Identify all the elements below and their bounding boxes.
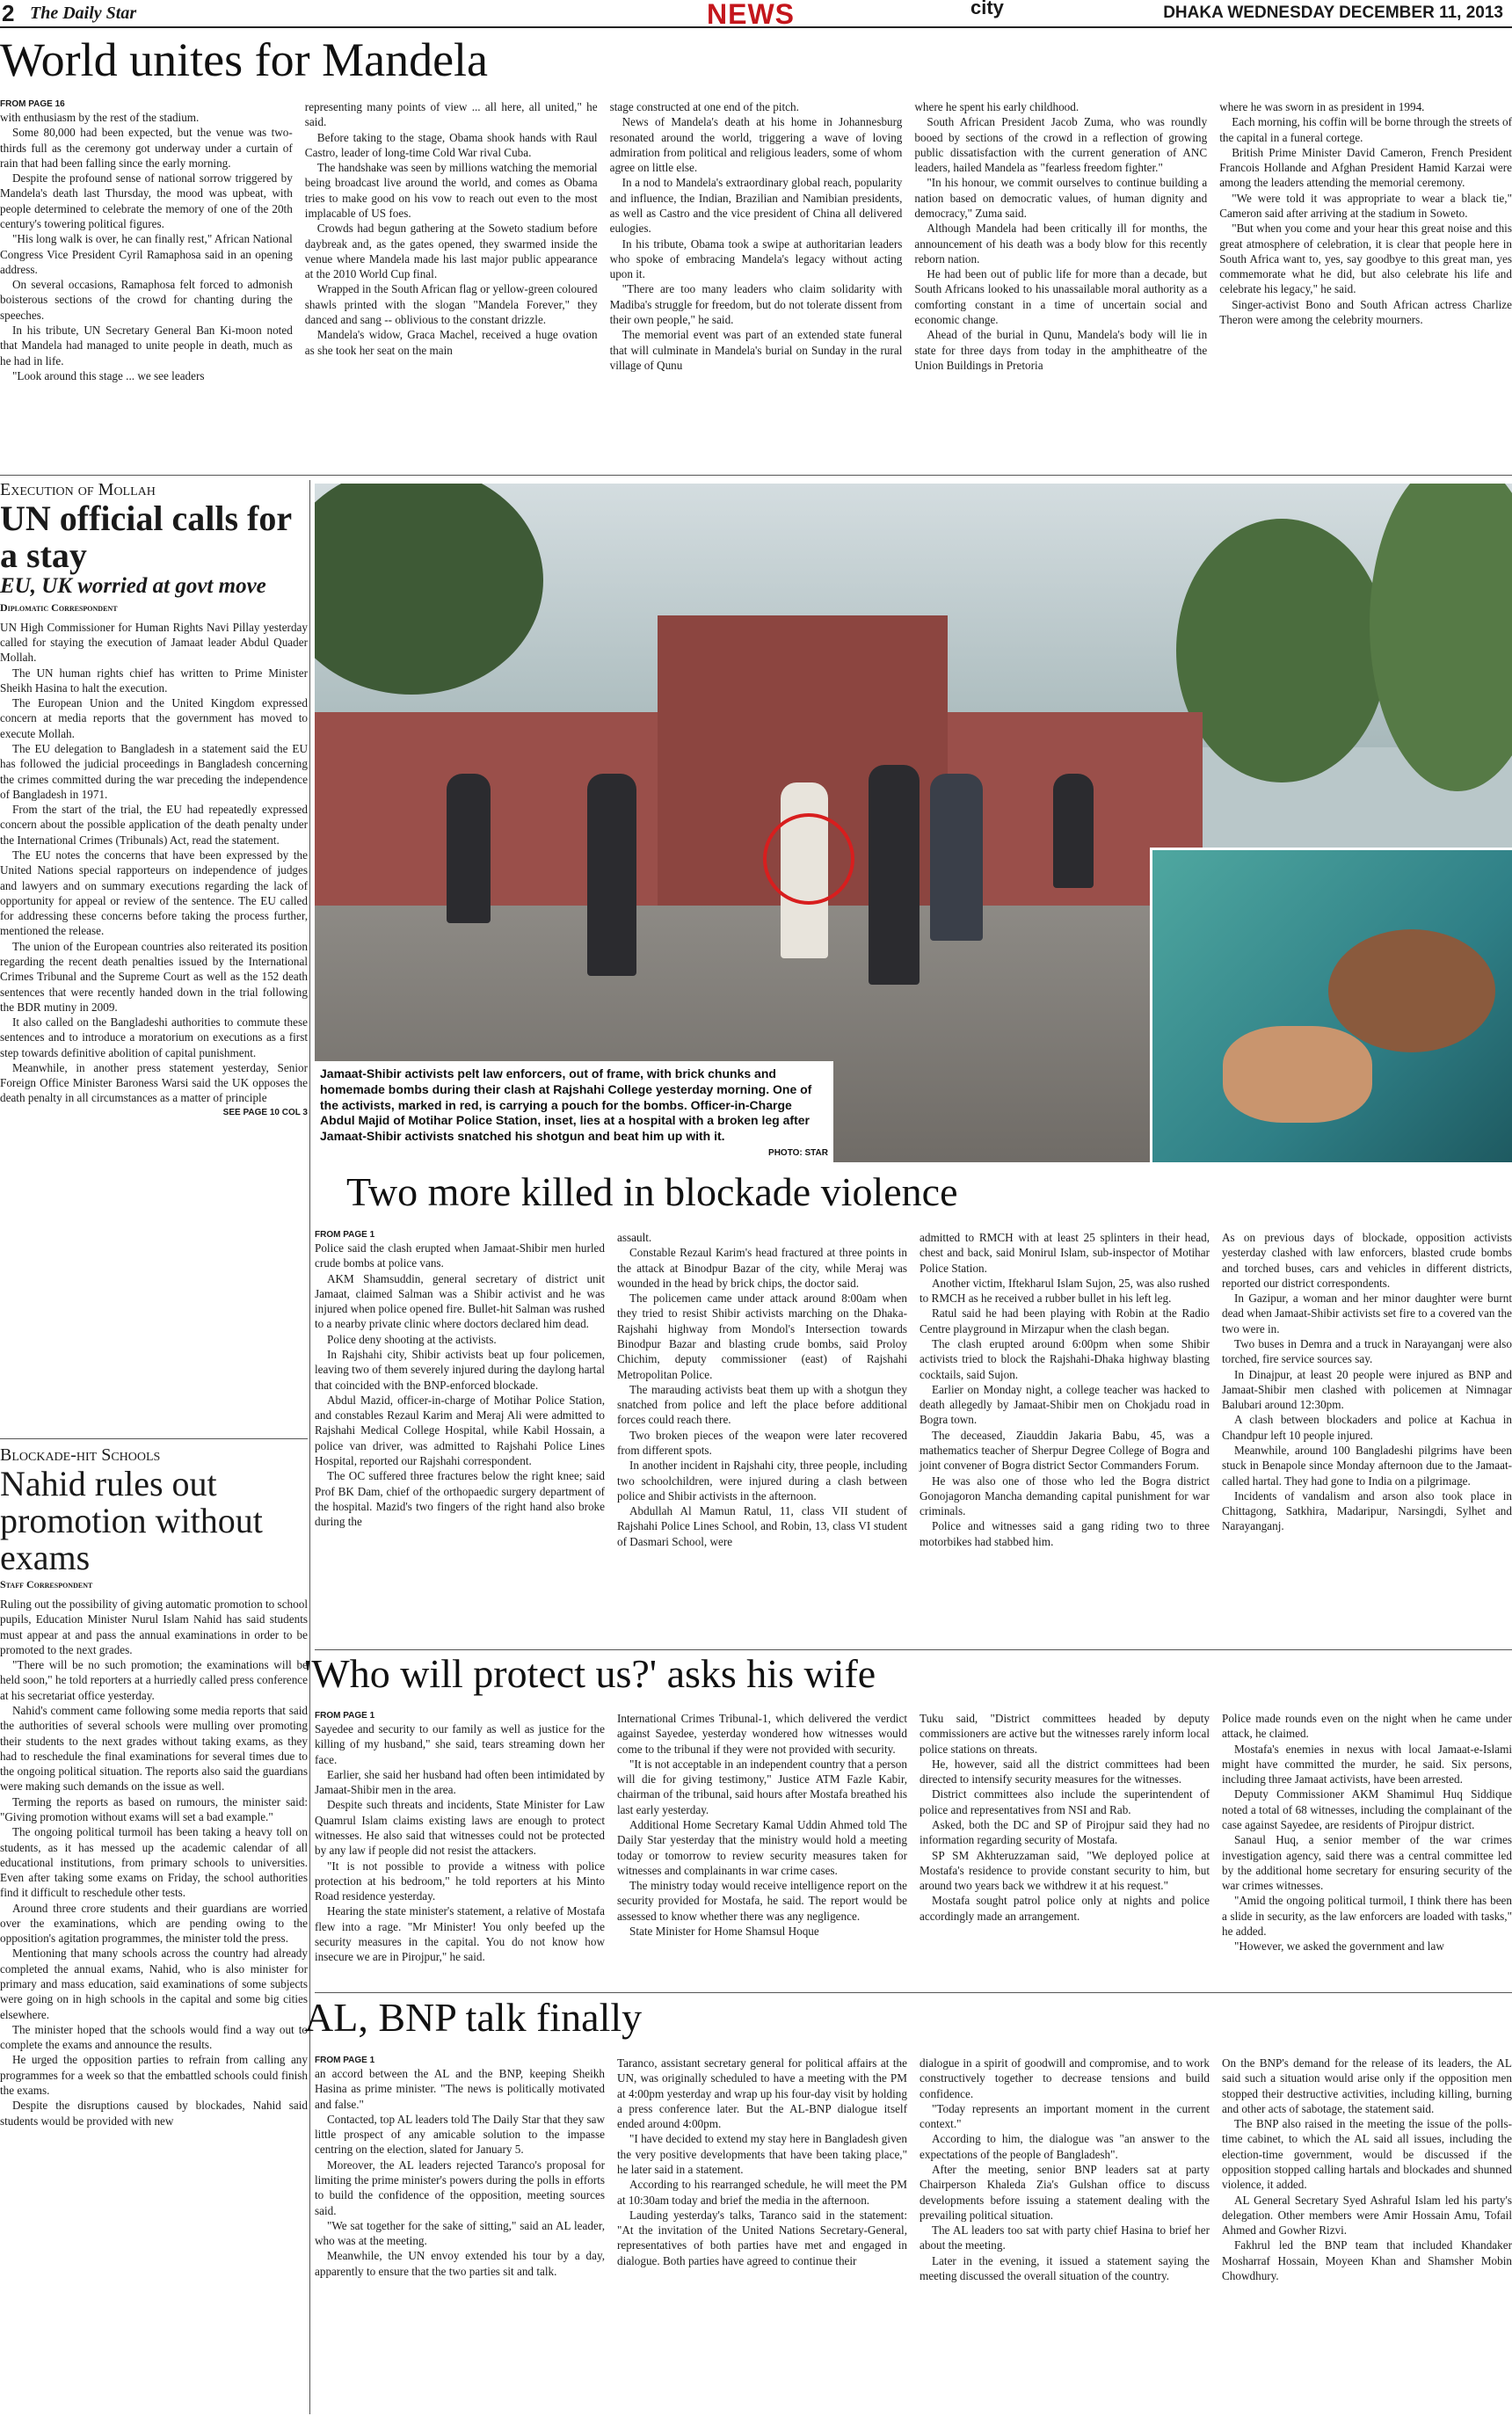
paragraph: "We sat together for the sake of sitting," said an AL leader, who was at the meeting.	[315, 2218, 605, 2248]
paragraph: Police and witnesses said a gang riding two to three motorbikes had stabbed him.	[920, 1519, 1210, 1548]
paragraph: After the meeting, senior BNP leaders sat at party Chairperson Khaleda Zia's Gulshan office to discuss developments before issuing a statement dealing with the prevailing political situation.	[920, 2162, 1210, 2222]
paragraph: Moreover, the AL leaders rejected Taranco's proposal for limiting the prime minister's powers during the polls in efforts to build the confidence of the opposition, meeting sources said.	[315, 2158, 605, 2217]
paragraph: As on previous days of blockade, opposition activists yesterday clashed with law enforcers, blasted crude bombs and torched buses, cars and vehicles in different districts, reported our district correspondents.	[1222, 1231, 1512, 1290]
paragraph: Terming the reports as based on rumours, the minister said: "Giving promotion without exams will set a bad example."	[0, 1794, 308, 1823]
paragraph: The memorial event was part of an extended state funeral that will culminate in Mandela's burial on Sunday in the rural village of Qunu	[609, 328, 903, 372]
paragraph: According to him, the dialogue was "an answer to the expectations of the people of Bangladesh".	[920, 2132, 1210, 2161]
divider	[315, 1649, 1512, 1650]
paragraph: AL General Secretary Syed Ashraful Islam led his party's delegation. Other members were Amir Hossain Amu, Tofail Ahmed and Gowher Rizvi.	[1222, 2193, 1512, 2238]
nahid-body	[0, 1597, 308, 2388]
paragraph: Fakhrul led the BNP team that included Khandaker Mosharraf Hossain, Moyeen Khan and Shamsher Mobin Chowdhury.	[1222, 2238, 1512, 2282]
paragraph: South African President Jacob Zuma, who was roundly booed by sections of the crowd in a reflection of growing public dissatisfaction with the current generation of ANC leaders, hailed Mandela as "fearless freedom fighter."	[914, 115, 1208, 175]
mandela-headline: World unites for Mandela	[0, 33, 489, 86]
paragraph: Mostafa's enemies in nexus with local Jamaat-e-Islami might have committed the murder, he said. Six persons, including three Jamaat activists, have been arrested.	[1222, 1742, 1512, 1787]
article-column	[315, 1711, 611, 1975]
continued-from-label: FROM PAGE 1	[315, 2056, 375, 2065]
article-column	[0, 99, 299, 447]
article-column	[604, 99, 909, 447]
paragraph: Each morning, his coffin will be borne through the streets of the capital in a funeral cortege.	[1219, 115, 1512, 144]
paragraph: The clash erupted around 6:00pm when some Shibir activists tried to block the Rajshahi-Dhaka highway blasting cocktails, said Sujon.	[920, 1336, 1210, 1381]
article-column	[1213, 99, 1512, 447]
paragraph: Incidents of vandalism and arson also took place in Chittagong, Satkhira, Madaripur, Narsingdi, Sylhet and Narayanganj.	[1222, 1488, 1512, 1533]
paragraph: Police made rounds even on the night when he came under attack, he claimed.	[1222, 1712, 1512, 1741]
paragraph: Around three crore students and their guardians are worried over the examinations, which are pending owing to the opposition's agitation programmes, the minister told the press.	[0, 1901, 308, 1946]
paragraph: Meanwhile, around 100 Bangladeshi pilgrims have been stuck in Benapole since Monday afternoon due to the Jamaat-called hartal. They had gone to India on a pilgrimage.	[1222, 1443, 1512, 1488]
un-subhead: EU, UK worried at govt move	[0, 574, 266, 598]
photo-caption	[315, 1061, 833, 1163]
paragraph: stage constructed at one end of the pitch.	[609, 100, 799, 113]
nahid-headline: Nahid rules out promotion without exams	[0, 1464, 263, 1577]
paragraph: Additional Home Secretary Kamal Uddin Ahmed told The Daily Star yesterday that the ministry would hold a meeting today or tomorrow to review security measures taken for witnesses and complainants in war crime cases.	[617, 1817, 907, 1877]
paragraph: According to his rearranged schedule, he will meet the PM at 10:30am today and brief the media in the afternoon.	[617, 2178, 907, 2207]
paragraph: International Crimes Tribunal-1, which delivered the verdict against Sayedee, yesterday wondered how witnesses would come to the tribunal if they were not provided with security.	[617, 1712, 907, 1756]
continued-from-label: FROM PAGE 16	[0, 99, 65, 109]
article-column	[908, 99, 1213, 447]
paragraph: Police deny shooting at the activists.	[327, 1332, 497, 1346]
paragraph: Abdullah Al Mamun Ratul, 11, class VII student of Rajshahi Police Lines School, and Robin, 13, class VI student of Dasmari School, were	[617, 1504, 907, 1548]
photo-credit: PHOTO: STAR	[768, 1148, 828, 1158]
paragraph: The marauding activists beat them up with a shotgun they snatched from police and left the place before additional forces could reach there.	[617, 1382, 907, 1427]
paragraph: Nahid's comment came following some media reports that said the authorities of several schools were mulling over promoting their students to the next grades without taking exams, as they had to reschedule the final examinations for several times due to the ongoing political situation. The reports also said the guardians were making such demands on the issue as well.	[0, 1703, 308, 1794]
paragraph: Two broken pieces of the weapon were later recovered from different spots.	[617, 1428, 907, 1457]
divider	[315, 1992, 1512, 1993]
paragraph: "However, we asked the government and law	[1234, 1939, 1444, 1954]
article-column	[913, 1230, 1216, 1617]
paragraph: Earlier, she said her husband had often been intimidated by Jamaat-Shibir men in the area.	[315, 1767, 605, 1797]
paragraph: He, however, said all the district committees had been directed to intensify security measures for the witnesses.	[920, 1757, 1210, 1787]
paragraph: Asked, both the DC and SP of Pirojpur said they had no information regarding security of Mostafa.	[920, 1817, 1210, 1847]
paragraph: UN High Commissioner for Human Rights Navi Pillay yesterday called for staying the execution of Jamaat leader Abdul Quader Mollah.	[0, 620, 308, 665]
paragraph: Ahead of the burial in Qunu, Mandela's body will lie in state for three days from today in the amphitheatre of the Union Buildings in Pretoria	[914, 328, 1208, 372]
paragraph: Contacted, top AL leaders told The Daily Star that they saw little prospect of any amicable solution to the impasse centring on the election, slated for January 5.	[315, 2112, 605, 2157]
paragraph: News of Mandela's death at his home in Johannesburg resonated around the world, triggering a wave of loving admiration from political and religious leaders, some of whom agree on little else.	[609, 115, 903, 175]
un-kicker: Execution of Mollah	[0, 480, 156, 499]
paragraph: The EU notes the concerns that have been expressed by the United Nations special rapporteurs on independence of judges and lawyers and on summary executions regarding the lack of opportunity for appeal or review of the sentence. The EU called for addressing these concerns before taking the process further, mentioned the release.	[0, 848, 308, 938]
continued-from-label: FROM PAGE 1	[315, 1711, 375, 1721]
paragraph: The ministry today would receive intelligence report on the security provided for Mostafa, he said. The report would be assessed to know whether there was any negligence.	[617, 1879, 907, 1923]
paragraph: Deputy Commissioner AKM Shamimul Huq Siddique noted a total of 68 witnesses, including the complainant of the case against Sayedee, are residents of Pirojpur district.	[1222, 1787, 1512, 1831]
paragraph: where he spent his early childhood.	[914, 100, 1079, 113]
al-bnp-article	[315, 2056, 1512, 2412]
page-number: 2	[2, 0, 15, 26]
continued-from-label: FROM PAGE 1	[315, 1230, 375, 1240]
nahid-kicker: Blockade-hit Schools	[0, 1445, 161, 1465]
paragraph: British Prime Minister David Cameron, French President Francois Hollande and Afghan President Hamid Karzai were among the leaders attending the memorial ceremony.	[1219, 145, 1512, 190]
dateline: DHAKA WEDNESDAY DECEMBER 11, 2013	[1163, 4, 1503, 22]
inset-photo	[1150, 848, 1512, 1162]
article-column	[913, 2056, 1216, 2412]
paragraph: Taranco, assistant secretary general for political affairs at the UN, was originally scheduled to have a meeting with the PM at 4:00pm yesterday and wrap up his four-day visit by holding a press conference later. But the AL-BNP dialogue itself ended around 4:00pm.	[617, 2056, 907, 2131]
paragraph: Lauding yesterday's talks, Taranco said in the statement: "At the invitation of the United Nations Secretary-General, representatives of both parties have met and engaged in dialogue. Both parties have agreed to continue their	[617, 2208, 907, 2267]
paragraph: representing many points of view ... all here, all united," he said.	[304, 100, 598, 129]
un-article	[0, 480, 308, 1430]
paragraph: Another victim, Iftekharul Islam Sujon, 25, was also rushed to RMCH as he received a rubber bullet in his left leg.	[920, 1276, 1210, 1306]
divider	[0, 475, 1512, 476]
red-circle-marker	[763, 813, 854, 905]
paragraph: Sanaul Huq, a senior member of the war crimes investigation agency, said there was a central committee led by the additional home secretary for ensuring security of the war crimes witnesses.	[1222, 1833, 1512, 1893]
paragraph: Singer-activist Bono and South African actress Charlize Theron were among the celebrity mourners.	[1219, 297, 1512, 326]
paragraph: Crowds had begun gathering at the Soweto stadium before daybreak and, as the gates opened, they swarmed inside the venue where Mandela made his last major public appearance at the 2010 World Cup final.	[304, 222, 598, 281]
paragraph: an accord between the AL and the BNP, keeping Sheikh Hasina as prime minister. "The news is politically motivated and false."	[315, 2067, 605, 2111]
article-column	[611, 2056, 913, 2412]
mandela-article	[0, 99, 1512, 447]
paragraph: A clash between blockaders and police at Kachua in Chandpur left 10 people injured.	[1222, 1413, 1512, 1442]
paragraph: Hearing the state minister's statement, a relative of Mostafa flew into a rage. "Mr Minister! You only beefed up the security measures in the capital. You do not know how insecure we are in Pirojpur," he said.	[315, 1904, 605, 1964]
paragraph: Meanwhile, in another press statement yesterday, Senior Foreign Office Minister Baroness Warsi said the UK opposes the death penalty in all circumstances as a matter of principle	[0, 1060, 308, 1105]
paragraph: "We were told it was appropriate to wear a black tie," Cameron said after arriving at the stadium in Soweto.	[1219, 191, 1512, 220]
paragraph: "His long walk is over, he can finally rest," African National Congress Vice President Cyril Ramaphosa said in an opening address.	[0, 232, 293, 276]
article-column	[1216, 1711, 1512, 1975]
paragraph: On several occasions, Ramaphosa felt forced to admonish boisterous sections of the crowd for chanting during the speeches.	[0, 278, 293, 322]
paragraph: "I have decided to extend my stay here in Bangladesh given the very positive developments that have been taking place," he later said in a statement.	[617, 2132, 907, 2176]
paragraph: Two buses in Demra and a truck in Narayanganj were also torched, fire service sources say.	[1222, 1336, 1512, 1366]
nahid-byline: Staff Correspondent	[0, 1578, 93, 1590]
paragraph: Despite the disruptions caused by blockades, Nahid said students would be provided with new	[0, 2099, 308, 2128]
paragraph: "Look around this stage ... we see leaders	[12, 368, 205, 382]
paragraph: "It is not acceptable in an independent country that a person will die for giving testimony," Justice ATM Fazle Kabir, chairman of the tribunal, said hours after Mostafa breathed his last early yesterday.	[617, 1757, 907, 1816]
article-column	[1216, 1230, 1512, 1617]
paragraph: The handshake was seen by millions watching the memorial being broadcast live around the world, and comes as Obama tries to make good on his vow to reach out even to the most implacable of US foes.	[304, 161, 598, 220]
paragraph: Mandela's widow, Graca Machel, received a huge ovation as she took her seat on the main	[304, 328, 598, 357]
paragraph: "There will be no such promotion; the examinations will be held soon," he told reporters at a hurriedly called press conference at his secretariat office yesterday.	[0, 1658, 308, 1702]
paragraph: Although Mandela had been critically ill for months, the announcement of his death was a body blow for this recently reborn nation.	[914, 222, 1208, 266]
paragraph: In Gazipur, a woman and her minor daughter were burnt dead when Jamaat-Shibir activists set fire to a covered van the two were in.	[1222, 1292, 1512, 1335]
blockade-headline: Two more killed in blockade violence	[346, 1169, 958, 1214]
un-byline: Diplomatic Correspondent	[0, 600, 118, 614]
paragraph: The EU delegation to Bangladesh in a statement said the EU has followed the judicial proceedings in Bangladesh concerning the crimes committed during the war preceding the independence of Bangladesh in 1971.	[0, 742, 308, 801]
paragraph: The BNP also raised in the meeting the issue of the polls-time cabinet, to which the AL said all issues, including the election-time government, would be discussed if the opposition stopped calling hartals and blockades and shunned violence, it added.	[1222, 2117, 1512, 2192]
paragraph: He was also one of those who led the Bogra district Gonojagoron Mancha demanding capital punishment for war criminals.	[920, 1474, 1210, 1518]
paragraph: dialogue in a spirit of goodwill and compromise, and to work constructively together to decrease tensions and build confidence.	[920, 2056, 1210, 2100]
paragraph: In another incident in Rajshahi city, three people, including two schoolchildren, were injured during a clash between police and Shibir activists in the afternoon.	[617, 1459, 907, 1503]
wife-article	[315, 1711, 1512, 1975]
article-column	[315, 1230, 611, 1617]
paragraph: He had been out of public life for more than a decade, but South Africans looked to his unassailable moral authority as a comforting constant in a time of uncertain social and economic change.	[914, 267, 1208, 326]
paragraph: "Amid the ongoing political turmoil, I think there has been a slide in security, as the law enforcers are loaded with tasks," he added.	[1222, 1894, 1512, 1938]
paragraph: where he was sworn in as president in 1994.	[1219, 100, 1425, 113]
paragraph: Later in the evening, it issued a statement saying the meeting discussed the overall situation of the country.	[920, 2253, 1210, 2282]
paragraph: He urged the opposition parties to refrain from calling any programmes for a week so that the embattled schools could finish the exams.	[0, 2053, 308, 2097]
paragraph: SP SM Akhteruzzaman said, "We deployed police at Mostafa's residence to provide constant security to him, but around two years back we withdrew it at his request."	[920, 1848, 1210, 1893]
newspaper-name: The Daily Star	[30, 4, 137, 23]
paragraph: The policemen came under attack around 8:00am when they tried to resist Shibir activists marching on the Dhaka-Rajshahi highway from Mondol's Intersection towards Binodpur Bazar and blasting crude bombs, said Proloy Chichim, deputy commissioner (east) of Rajshahi Metropolitan Police.	[617, 1292, 907, 1381]
divider	[0, 1438, 308, 1439]
paragraph: The ongoing political turmoil has been taking a heavy toll on students, as it has messed up the academic calendar of all educational institutions, from primary schools to universities. Even after taking some exams on Friday, the school authorities find it difficult to reschedule other tests.	[0, 1825, 308, 1900]
paragraph: "Today represents an important moment in the current context."	[920, 2101, 1210, 2131]
paragraph: On the BNP's demand for the release of its leaders, the AL said such a situation would arise only if the opposition men stopped their destructive activities, including killing, burning and other acts of sabotage, the statement said.	[1222, 2056, 1512, 2115]
paragraph: In his tribute, UN Secretary General Ban Ki-moon noted that Mandela had managed to unite people in death, much as he had in life.	[0, 323, 293, 367]
paragraph: Police said the clash erupted when Jamaat-Shibir men hurled crude bombs at police vans.	[315, 1241, 605, 1270]
paragraph: In his tribute, Obama took a swipe at authoritarian leaders who spoke of embracing Mandela's legacy without acting upon it.	[609, 237, 903, 281]
article-column	[913, 1711, 1216, 1975]
paragraph: In Rajshahi city, Shibir activists beat up four policemen, leaving two of them severely injured during the daylong hartal that coincided with the BNP-enforced blockade.	[315, 1347, 605, 1392]
city-label: city	[970, 0, 1004, 18]
paragraph: "It is not possible to provide a witness with police protection at his bedroom," he told reporters at his Minto Road residence yesterday.	[315, 1859, 605, 1903]
paragraph: In a nod to Mandela's extraordinary global reach, popularity and influence, the Indian, Brazilian and Namibian presidents, as well as Castro and the vice president of China all delivered eulogies.	[609, 176, 903, 236]
paragraph: The UN human rights chief has written to Prime Minister Sheikh Hasina to halt the execution.	[0, 666, 308, 695]
nahid-article	[0, 1445, 308, 2412]
paragraph: The European Union and the United Kingdom expressed concern at media reports that the government has moved to execute Mollah.	[0, 696, 308, 740]
un-body	[0, 620, 308, 1106]
paragraph: Some 80,000 had been expected, but the venue was two-thirds full as the ceremony got underway under a curtain of rain that had been falling since the early morning.	[0, 126, 293, 170]
un-headline: UN official calls for a stay	[0, 498, 292, 575]
blockade-article	[315, 1230, 1512, 1617]
paragraph: "There are too many leaders who claim solidarity with Madiba's struggle for freedom, but do not tolerate dissent from their own people," he said.	[609, 282, 903, 326]
paragraph: The AL leaders too sat with party chief Hasina to brief her about the meeting.	[920, 2223, 1210, 2252]
paragraph: AKM Shamsuddin, general secretary of district unit Jamaat, claimed Salman was a Shibir activist and he was injured when police opened fire. Bullet-hit Salman was rushed to a nearby private clinic where doctors declared him dead.	[315, 1271, 605, 1331]
paragraph: In Dinajpur, at least 20 people were injured as BNP and Jamaat-Shibir men clashed with policemen at Nimnagar Balubari around 12:30pm.	[1222, 1367, 1512, 1412]
article-column	[611, 1711, 913, 1975]
article-column	[315, 2056, 611, 2412]
caption-text: Jamaat-Shibir activists pelt law enforcers, out of frame, with brick chunks and homemade bombs during their clash at Rajshahi College yesterday morning. One of the activists, marked in red, is carrying a pouch for the bombs. Officer-in-Charge Abdul Majid of Motihar Police Station, inset, lies at a hospital with a broken leg after Jamaat-Shibir activists snatched his shotgun and beat him up with it.	[320, 1066, 812, 1144]
article-column	[611, 1230, 913, 1617]
paragraph: Wrapped in the South African flag or yellow-green coloured shawls printed with the slogan "Mandela Forever," they danced and sang -- oblivious to the constant drizzle.	[304, 282, 598, 326]
paragraph: Earlier on Monday night, a college teacher was hacked to death allegedly by Jamaat-Shibir men on Chokjadu road in Bogra town.	[920, 1382, 1210, 1427]
paragraph: Tuku said, "District committees headed by deputy commissioners are active but the witnesses rarely inform local police stations on threats.	[920, 1712, 1210, 1756]
paragraph: It also called on the Bangladeshi authorities to commute these sentences and to introduce a moratorium on executions as a first step towards definitive abolition of capital punishment.	[0, 1015, 308, 1059]
column-rule	[309, 480, 310, 2414]
paragraph: Constable Rezaul Karim's head fractured at three points in the attack at Binodpur Bazar of the city, while Meraj was wounded in the head by brick chips, the doctor said.	[617, 1246, 907, 1290]
paragraph: State Minister for Home Shamsul Hoque	[629, 1924, 819, 1938]
paragraph: Sayedee and security to our family as well as justice for the killing of my husband," she said, tears streaming down her face.	[315, 1722, 605, 1766]
paragraph: "In his honour, we commit ourselves to continue building a nation based on democratic values, of human dignity and democracy," Zuma said.	[914, 176, 1208, 220]
paragraph: admitted to RMCH with at least 25 splinters in their head, chest and back, said Monirul Islam, sub-inspector of Motihar Police Station.	[920, 1231, 1210, 1275]
paragraph: Abdul Mazid, officer-in-charge of Motihar Police Station, and constables Rezaul Karim and Meraj Ali were admitted to Rajshahi Medical College Hospital, while Kabil Hossain, a police van driver, was admitted to Rajshahi Police Lines Hospital, reported our Rajshahi correspondent.	[315, 1393, 605, 1467]
paragraph: The union of the European countries also reiterated its position regarding the recent death penalties issued by the International Crimes Tribunal and the Supreme Court as well as the 152 death sentences that were recently handed down in the trial following the BDR mutiny in 2009.	[0, 939, 308, 1014]
paragraph: The deceased, Ziauddin Jakaria Babu, 45, was a mathematics teacher of Sherpur Degree College of Bogra and joint convener of Bogra district Sector Commanders Forum.	[920, 1428, 1210, 1473]
paragraph: Mostafa sought patrol police only at nights and police accordingly made an arrangement.	[920, 1894, 1210, 1923]
paragraph: The minister hoped that the schools would find a way out to complete the exams and announce the results.	[0, 2022, 308, 2052]
paragraph: Meanwhile, the UN envoy extended his tour by a day, apparently to ensure that the two parties sit and talk.	[315, 2249, 605, 2278]
article-column	[1216, 2056, 1512, 2412]
paragraph: Mentioning that many schools across the country had already completed the annual exams, Nahid, who is also minister for primary and mass education, said examinations of some subjects were going on in high schools in the capital and some big cities elsewhere.	[0, 1947, 308, 2021]
al-bnp-headline: AL, BNP talk finally	[304, 1995, 643, 2040]
masthead	[0, 0, 1512, 28]
article-column	[299, 99, 604, 447]
un-jump-link[interactable]: SEE PAGE 10 COL 3	[222, 1107, 308, 1117]
paragraph: Before taking to the stage, Obama shook hands with Raul Castro, leader of long-time Cold War rival Cuba.	[304, 130, 598, 159]
paragraph: with enthusiasm by the rest of the stadium.	[0, 111, 200, 124]
paragraph: "But when you come and your hear this great noise and this great atmosphere of celebration, it is clear that people here in South Africa want to, yes, say goodbye to this great man, yes commemorate what he did, but also celebrate his life and celebrate his legacy," he said.	[1219, 222, 1512, 296]
paragraph: The OC suffered three fractures below the right knee; said Prof BK Dam, chief of the orthopaedic surgery department of the hospital. Mazid's two fingers of the right hand also broke during the	[315, 1469, 605, 1529]
paragraph: Ruling out the possibility of giving automatic promotion to school pupils, Education Minister Nurul Islam Nahid has said students must appear at and pass the annual examinations in order to be promoted to the next grades.	[0, 1597, 308, 1656]
wife-headline: 'Who will protect us?' asks his wife	[304, 1651, 876, 1696]
paragraph: District committees also include the superintendent of police and representatives from NSI and Rab.	[920, 1787, 1210, 1816]
paragraph: Ratul said he had been playing with Robin at the Radio Centre playground in Mirzapur when the clash began.	[920, 1306, 1210, 1335]
section-label: NEWS	[707, 0, 795, 30]
paragraph: assault.	[617, 1231, 652, 1244]
paragraph: From the start of the trial, the EU had repeatedly expressed concern about the possible application of the death penalty under the International Crimes (Tribunals) Act, read the statement.	[0, 803, 308, 847]
paragraph: Despite such threats and incidents, State Minister for Law Quamrul Islam claims existing laws are enough to protect witnesses. He also said that witnesses could not be protected by any law if people did not resist the attackers.	[315, 1798, 605, 1858]
paragraph: Despite the profound sense of national sorrow triggered by Mandela's death last Thursday, the mood was upbeat, with people determined to celebrate the memory of one of the 20th century's towering political figures.	[0, 171, 293, 230]
